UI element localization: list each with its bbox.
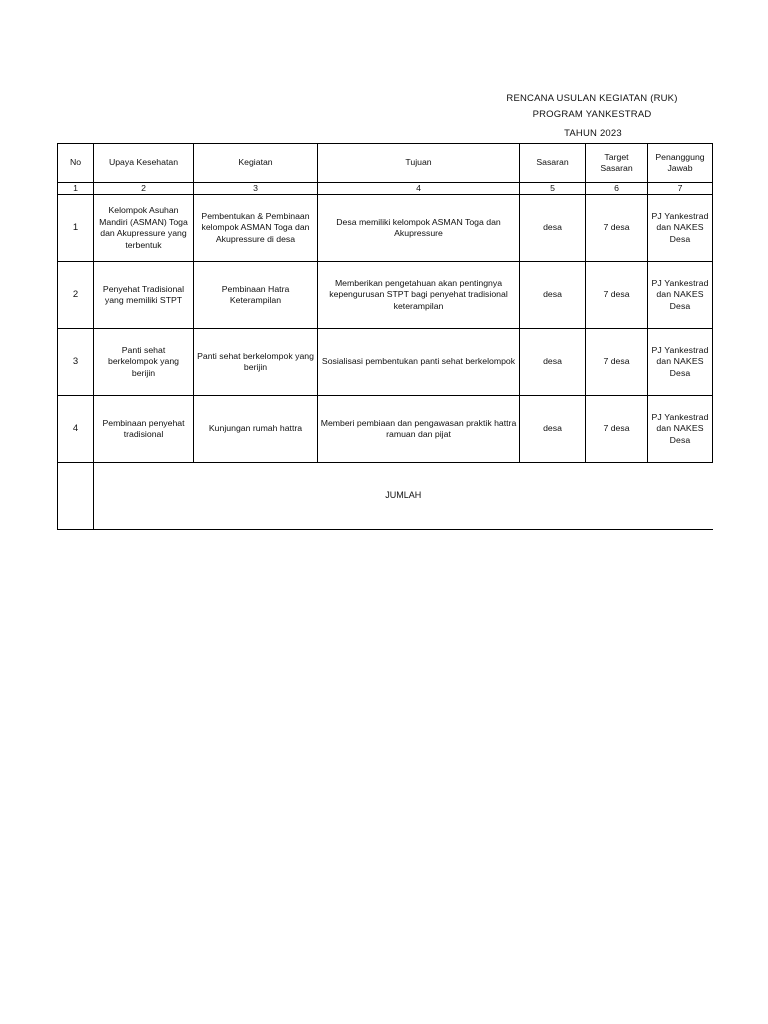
column-number: 3 <box>194 183 318 195</box>
row-no: 3 <box>58 329 94 396</box>
row-penanggung-jawab: PJ Yankestrad dan NAKES Desa <box>648 195 713 262</box>
row-no: 1 <box>58 195 94 262</box>
row-kegiatan: Pembinaan Hatra Keterampilan <box>194 262 318 329</box>
row-penanggung-jawab: PJ Yankestrad dan NAKES Desa <box>648 329 713 396</box>
row-target: 7 desa <box>586 329 648 396</box>
row-no: 2 <box>58 262 94 329</box>
row-upaya: Penyehat Tradisional yang memiliki STPT <box>94 262 194 329</box>
header-no: No <box>58 144 94 183</box>
table-row <box>58 396 713 463</box>
table-row <box>58 329 713 396</box>
row-penanggung-jawab: PJ Yankestrad dan NAKES Desa <box>648 396 713 463</box>
ruk-table <box>57 143 713 530</box>
total-row <box>58 463 713 530</box>
total-label: JUMLAH <box>94 463 713 530</box>
row-tujuan: Memberikan pengetahuan akan pentingnya kepengurusan STPT bagi penyehat tradisional keterampilan <box>318 262 520 329</box>
header-penanggung-jawab: Penanggung Jawab <box>648 144 713 183</box>
column-number: 4 <box>318 183 520 195</box>
row-sasaran: desa <box>520 262 586 329</box>
table-row <box>58 195 713 262</box>
year-title: TAHUN 2023 <box>564 128 622 139</box>
row-kegiatan: Pembentukan & Pembinaan kelompok ASMAN Toga dan Akupressure di desa <box>194 195 318 262</box>
header-kegiatan: Kegiatan <box>194 144 318 183</box>
program-title: PROGRAM YANKESTRAD <box>532 109 652 120</box>
table-row <box>58 262 713 329</box>
total-no-cell <box>58 463 94 530</box>
row-sasaran: desa <box>520 195 586 262</box>
column-number: 7 <box>648 183 713 195</box>
row-no: 4 <box>58 396 94 463</box>
header-upaya-kesehatan: Upaya Kesehatan <box>94 144 194 183</box>
row-penanggung-jawab: PJ Yankestrad dan NAKES Desa <box>648 262 713 329</box>
column-number-row <box>58 183 713 195</box>
row-upaya: Kelompok Asuhan Mandiri (ASMAN) Toga dan Akupressure yang terbentuk <box>94 195 194 262</box>
row-kegiatan: Kunjungan rumah hattra <box>194 396 318 463</box>
row-sasaran: desa <box>520 329 586 396</box>
column-number: 2 <box>94 183 194 195</box>
row-tujuan: Sosialisasi pembentukan panti sehat berkelompok <box>318 329 520 396</box>
header-target-sasaran: Target Sasaran <box>586 144 648 183</box>
row-upaya: Pembinaan penyehat tradisional <box>94 396 194 463</box>
column-number: 5 <box>520 183 586 195</box>
document-title: RENCANA USULAN KEGIATAN (RUK) <box>506 93 678 104</box>
row-upaya: Panti sehat berkelompok yang berijin <box>94 329 194 396</box>
column-number: 6 <box>586 183 648 195</box>
table-header-row <box>58 144 713 183</box>
header-sasaran: Sasaran <box>520 144 586 183</box>
row-tujuan: Desa memiliki kelompok ASMAN Toga dan Akupressure <box>318 195 520 262</box>
row-sasaran: desa <box>520 396 586 463</box>
row-target: 7 desa <box>586 396 648 463</box>
row-target: 7 desa <box>586 262 648 329</box>
row-target: 7 desa <box>586 195 648 262</box>
row-kegiatan: Panti sehat berkelompok yang berijin <box>194 329 318 396</box>
header-tujuan: Tujuan <box>318 144 520 183</box>
row-tujuan: Memberi pembiaan dan pengawasan praktik hattra ramuan dan pijat <box>318 396 520 463</box>
column-number: 1 <box>58 183 94 195</box>
